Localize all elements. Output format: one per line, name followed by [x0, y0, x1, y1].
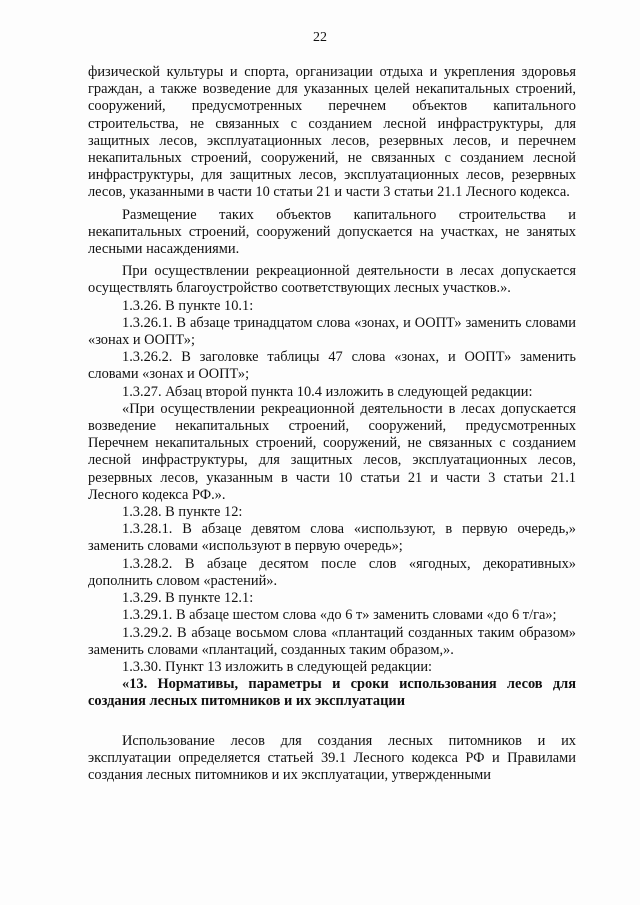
paragraph: 1.3.26.1. В абзаце тринадцатом слова «зонах, и ООПТ» заменить словами «зонах и ООПТ»; [88, 314, 576, 349]
paragraph: При осуществлении рекреационной деятельности в лесах допускается осуществлять благоустройство соответствующих лесных участков.». [88, 263, 576, 297]
paragraph: 1.3.29.2. В абзаце восьмом слова «плантаций созданных таким образом» заменить словами «плантаций, созданных таким образом,». [88, 624, 576, 658]
paragraph: 1.3.27. Абзац второй пункта 10.4 изложить в следующей редакции: [122, 383, 533, 400]
paragraph: 1.3.26.2. В заголовке таблицы 47 слова «зонах, и ООПТ» заменить словами «зонах и ООПТ»; [88, 349, 576, 383]
paragraph: 1.3.28.1. В абзаце девятом слова «используют, в первую очередь,» заменить словами «используют в первую очередь»; [88, 521, 576, 555]
page-number: 22 [313, 30, 327, 45]
paragraph: 1.3.28.2. В абзаце десятом после слов «ягодных, декоративных» дополнить словом «растений». [88, 555, 576, 589]
section-heading: «13. Нормативы, параметры и сроки использования лесов для создания лесных питомников и их эксплуатации [88, 676, 576, 710]
paragraph: 1.3.26. В пункте 10.1: [122, 297, 254, 314]
paragraph: «При осуществлении рекреационной деятельности в лесах допускается возведение некапитальных строений, сооружений, предусмотренных Перечнем некапитальных строений, сооружений, не связанных с созданием лесной инфраструктуры, для защитных лесов, эксплуатационных лесов, резервных лесов, указанным в части 10 статьи 21 и части 3 статьи 21.1 Лесного кодекса РФ.». [88, 400, 576, 503]
paragraph: 1.3.29. В пункте 12.1: [122, 590, 254, 607]
paragraph: 1.3.29.1. В абзаце шестом слова «до 6 т» заменить словами «до 6 т/га»; [122, 607, 557, 624]
paragraph: Использование лесов для создания лесных питомников и их эксплуатации определяется статьей 39.1 Лесного кодекса РФ и Правилами создания лесных питомников и их эксплуатации, утвержденными [88, 732, 576, 783]
paragraph: физической культуры и спорта, организации отдыха и укрепления здоровья граждан, а также возведение для указанных целей некапитальных строений, сооружений, предусмотренных перечнем объектов капитального строительства, не связанных с созданием лесной инфраструктуры, для защитных лесов, эксплуатационных лесов, резервных лесов, и перечнем некапитальных строений, сооружений, не связанных с созданием лесной инфраструктуры, для защитных лесов, эксплуатационных лесов, резервных лесов, указанными в части 10 статьи 21 и части 3 статьи 21.1 Лесного кодекса. [88, 64, 576, 201]
document-body [88, 64, 576, 784]
paragraph: Размещение таких объектов капитального строительства и некапитальных строений, сооружений допускается на участках, не занятых лесными насаждениями. [88, 206, 576, 258]
paragraph: 1.3.28. В пункте 12: [122, 504, 243, 521]
paragraph: 1.3.30. Пункт 13 изложить в следующей редакции: [122, 658, 433, 675]
